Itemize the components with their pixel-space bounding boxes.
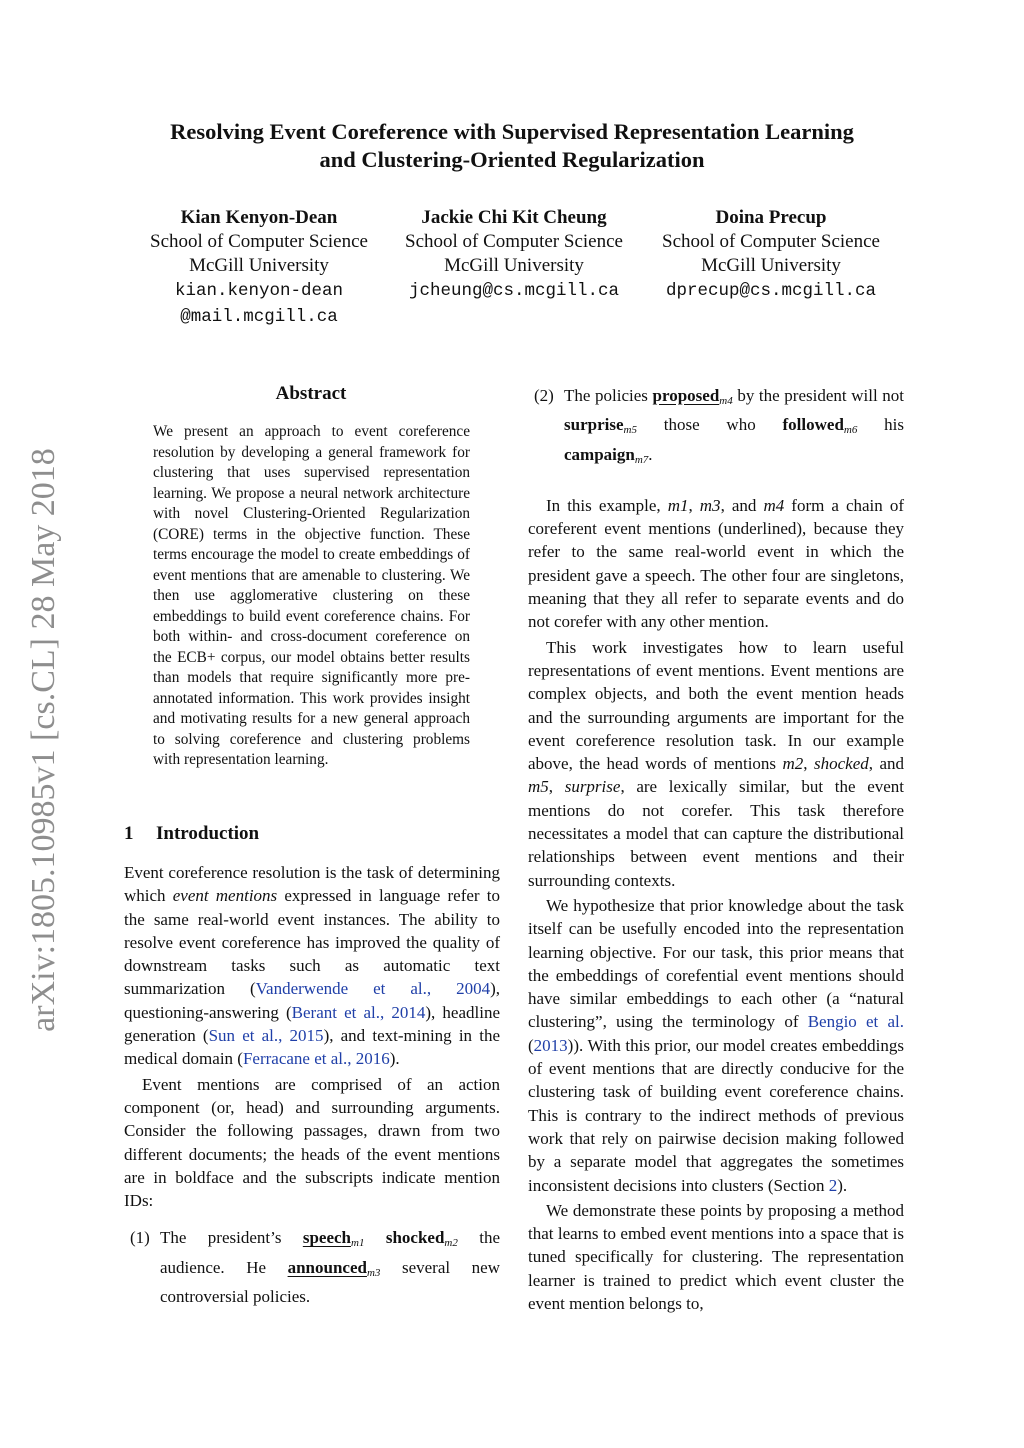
example-label: (1) <box>130 1228 150 1248</box>
section-title: Introduction <box>156 823 260 844</box>
author-name: Jackie Chi Kit Cheung <box>421 207 607 228</box>
author-univ: McGill University <box>701 255 841 276</box>
author-block-2 <box>384 206 644 304</box>
citation-bengio[interactable]: Bengio et al. <box>807 1012 904 1032</box>
left-column <box>124 861 500 1310</box>
mention-proposed: proposed <box>652 386 720 405</box>
author-dept: School of Computer Science <box>662 231 880 252</box>
body-paragraph-4: We demonstrate these points by proposing a method that learns to embed event mentions into a space that is tuned specifically for clustering. The representation learner is trained to predict which event cluster the event mention belongs to, <box>528 1200 904 1313</box>
body-paragraph-2: This work investigates how to learn useful representations of event mentions. Event mentions are complex objects, and both the event mention heads and the surrounding arguments are important for the event coreference resolution task. In our example above, the head words of mentions m2, shocked, and m5, surprise, are lexically similar, but the event mentions do not corefer. This task therefore necessitates a model that can capture the distributional relationships between event mentions and their surrounding contexts. <box>528 637 905 890</box>
author-email-cont[interactable]: @mail.mcgill.ca <box>180 307 338 327</box>
section-number: 1 <box>124 823 134 844</box>
title-line-1: Resolving Event Coreference with Supervised Representation Learning <box>170 119 854 144</box>
mention-followed: followed <box>782 415 844 435</box>
abstract-heading: Abstract <box>275 383 347 404</box>
right-column <box>528 384 904 1317</box>
citation-vanderwende[interactable]: Vanderwende et al., 2004 <box>255 979 491 999</box>
mention-surprise: surprise <box>564 415 624 435</box>
paper-title <box>0 118 1024 174</box>
citation-bengio-year[interactable]: 2013 <box>533 1035 568 1055</box>
citation-sun[interactable]: Sun et al., 2015 <box>208 1026 324 1046</box>
section-reference[interactable]: 2 <box>828 1175 838 1195</box>
example-2: (2) The policies proposed$_{m4}$ by the president will not surprise$_{m5}$ those who followed$_{m6}$ his campaign$_{m7}$. <box>534 386 904 466</box>
mention-campaign: campaign <box>564 444 635 464</box>
author-block-3 <box>641 206 901 304</box>
author-name: Kian Kenyon-Dean <box>180 207 338 228</box>
title-line-2: and Clustering-Oriented Regularization <box>319 147 705 172</box>
example-1: (1) The president’s speech$_{m1}$ shocked$_{m2}$ the audience. He announced$_{m3}$ several new controversial policies. <box>130 1228 500 1307</box>
author-dept: School of Computer Science <box>150 231 368 252</box>
citation-berant[interactable]: Berant et al., 2014 <box>291 1002 426 1022</box>
citation-ferracane[interactable]: Ferracane et al., 2016 <box>242 1049 390 1069</box>
body-paragraph-1: In this example, m1, m3, and m4 form a chain of coreferent event mentions (underlined), because they refer to the same real-world event in which the president gave a speech. The other four are singletons, meaning that they all refer to separate events and do not corefer with any other mention. <box>528 495 904 632</box>
author-email[interactable]: dprecup@cs.mcgill.ca <box>665 281 877 301</box>
emphasis-event-mentions: event mentions <box>172 886 278 906</box>
mention-speech: speech <box>302 1228 351 1248</box>
intro-paragraph-2: Event mentions are comprised of an action component (or, head) and surrounding arguments. Consider the following passages, drawn from two different documents; the heads of the event mentions are in boldface and the subscripts indicate mention IDs: <box>124 1074 500 1211</box>
intro-paragraph-1: Event coreference resolution is the task of determining which event mentions expressed in language refer to the same real-world event instances. The ability to resolve event coreference has improved the quality of downstream tasks such as automatic text summarization (Vanderwende et al., 2004), questioning-answering (Berant et al., 2014), headline generation (Sun et al., 2015), and text-mining in the medical domain (Ferracane et al., 2016). <box>124 863 500 1069</box>
mention-announced: announced <box>287 1257 367 1277</box>
section-heading <box>124 823 259 845</box>
body-paragraph-3: We hypothesize that prior knowledge about the task itself can be usefully encoded into the representation learning objective. For our task, this prior means that the embeddings of corefential event mentions should have similar embeddings to each other (a “natural clustering”, using the terminology of Bengio et al. (2013)). With this prior, our model creates embeddings of event mentions that are directly conducive for the clustering task of building event coreference chains. This is contrary to the indirect methods of previous work that rely on pairwise decision making followed by a separate model that aggregates the sometimes inconsistent decisions into clusters (Section 2). <box>528 895 904 1195</box>
author-dept: School of Computer Science <box>405 231 623 252</box>
author-name: Doina Precup <box>715 207 827 228</box>
author-email[interactable]: kian.kenyon-dean <box>174 281 344 301</box>
mention-shocked: shocked <box>385 1228 445 1248</box>
author-univ: McGill University <box>189 255 329 276</box>
author-univ: McGill University <box>444 255 584 276</box>
author-email[interactable]: jcheung@cs.mcgill.ca <box>408 281 620 301</box>
author-block-1 <box>129 206 389 330</box>
abstract-text: We present an approach to event coreference resolution by developing a general framework for clustering that uses supervised representation learning. We propose a neural network architecture with novel Clustering-Oriented Regularization (CORE) terms in the objective function. These terms encourage the model to create embeddings of event mentions that are amenable to clustering. We then use agglomerative clustering on these embeddings to build event coreference chains. For both within- and cross-document coreference on the ECB+ corpus, our model obtains better results than models that require significantly more pre-annotated information. This work provides insight and motivating results for a new general approach to solving coreference and clustering problems with representation learning. <box>153 423 470 768</box>
example-label: (2) <box>534 386 554 405</box>
arxiv-stamp[interactable]: arXiv:1805.10985v1 [cs.CL] 28 May 2018 <box>25 448 62 1032</box>
